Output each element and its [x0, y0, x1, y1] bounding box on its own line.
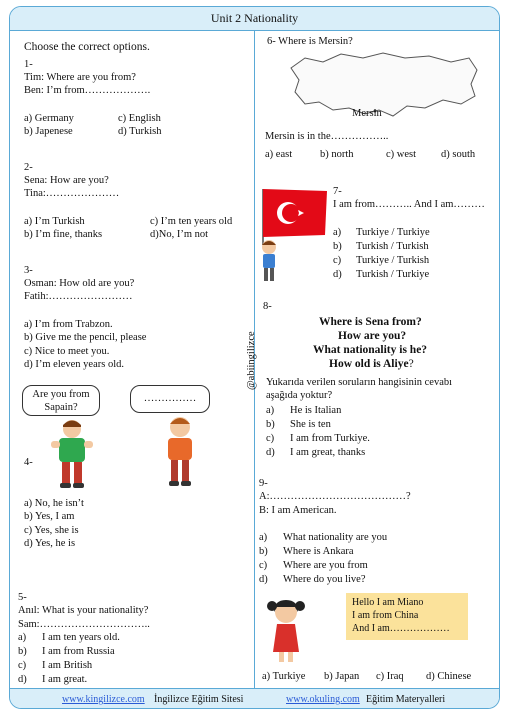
- q8-option-d[interactable]: I am great, thanks: [290, 447, 366, 458]
- speech-line1: Hello I am Miano: [352, 597, 424, 608]
- page-title: Unit 2 Nationality: [210, 11, 299, 25]
- q8-option-d-letter[interactable]: d): [266, 447, 275, 458]
- q10-option-a[interactable]: a) Turkiye: [262, 671, 306, 682]
- q9-option-b[interactable]: Where is Ankara: [283, 546, 354, 557]
- turkish-flag-kid-illustration: [257, 185, 329, 285]
- q8-heading-2: How are you?: [338, 330, 407, 342]
- footer-bar: [10, 688, 499, 708]
- q7-option-a[interactable]: Turkiye / Turkiye: [356, 227, 430, 238]
- boy-orange-shirt-illustration: [157, 414, 203, 488]
- q6-option-b[interactable]: b) north: [320, 149, 354, 160]
- q2-option-a[interactable]: a) I’m Turkish: [24, 216, 85, 227]
- q1-option-c[interactable]: c) English: [118, 113, 161, 124]
- speech-line2: I am from China: [352, 610, 419, 621]
- q3-line1: Osman: How old are you?: [24, 278, 135, 289]
- q5-option-a[interactable]: I am ten years old.: [42, 632, 120, 643]
- q2-number: 2-: [24, 162, 33, 173]
- q8-option-a[interactable]: He is Italian: [290, 405, 342, 416]
- q9-option-a[interactable]: What nationality are you: [283, 532, 388, 543]
- q6-number: 6- Where is Mersin?: [267, 36, 353, 47]
- q7-option-a-letter[interactable]: a): [333, 227, 342, 238]
- q5-line2: Sam:…………………………..: [18, 619, 150, 630]
- q3-option-d[interactable]: d) I’m eleven years old.: [24, 359, 125, 370]
- q3-option-b[interactable]: b) Give me the pencil, please: [24, 332, 147, 343]
- q5-option-d-letter[interactable]: d): [18, 674, 27, 685]
- q4-option-b[interactable]: b) Yes, I am: [24, 511, 75, 522]
- q1-option-b[interactable]: b) Japenese: [24, 126, 73, 137]
- footer-link-okuling[interactable]: www.okuling.com: [286, 694, 360, 705]
- q3-option-a[interactable]: a) I’m from Trabzon.: [24, 319, 113, 330]
- turkey-map-illustration: [283, 48, 483, 123]
- q8-heading-4-mark: ?: [408, 358, 414, 370]
- q7-option-c-letter[interactable]: c): [333, 255, 342, 266]
- q7-line1: I am from……….. And I am………: [333, 199, 485, 210]
- q8-line1: Yukarıda verilen soruların hangisinin cevabı: [266, 377, 453, 388]
- q6-option-c[interactable]: c) west: [386, 149, 417, 160]
- q6-line1: Mersin is in the……………..: [265, 131, 389, 142]
- watermark-text: @abiingilizce: [246, 331, 257, 390]
- q7-option-d-letter[interactable]: d): [333, 269, 342, 280]
- speech-bubble-left: [22, 385, 100, 416]
- footer-link-kingilizce[interactable]: www.kingilizce.com: [62, 694, 145, 705]
- q8-heading-1: Where is Sena from?: [319, 316, 422, 328]
- q8-number: 8-: [263, 301, 272, 312]
- q2-option-b[interactable]: b) I’m fine, thanks: [24, 229, 103, 240]
- q8-option-c[interactable]: I am from Turkiye.: [290, 433, 370, 444]
- q1-option-a[interactable]: a) Germany: [24, 113, 74, 124]
- q5-number: 5-: [18, 592, 27, 603]
- q9-line2: B: I am American.: [259, 505, 337, 516]
- q5-option-c-letter[interactable]: c): [18, 660, 27, 671]
- footer-text-1: İngilizce Eğitim Sitesi: [154, 694, 244, 705]
- q3-option-c[interactable]: c) Nice to meet you.: [24, 346, 110, 357]
- q5-option-b[interactable]: I am from Russia: [42, 646, 115, 657]
- boy-green-shirt-illustration: [42, 418, 102, 490]
- speech-box-miano: [346, 593, 468, 640]
- q4-option-d[interactable]: d) Yes, he is: [24, 538, 76, 549]
- q9-option-c-letter[interactable]: c): [259, 560, 268, 571]
- q2-option-c[interactable]: c) I’m ten years old: [150, 216, 233, 227]
- q8-option-a-letter[interactable]: a): [266, 405, 275, 416]
- q8-heading-3: What nationality is he?: [313, 344, 428, 356]
- q9-option-b-letter[interactable]: b): [259, 546, 268, 557]
- q3-number: 3-: [24, 265, 33, 276]
- q9-option-d[interactable]: Where do you live?: [283, 574, 366, 585]
- q2-line2: Tina:…………………: [24, 188, 120, 199]
- title-bar: [10, 7, 499, 31]
- q5-line1: Anıl: What is your nationality?: [18, 605, 149, 616]
- q8-line2: aşağıda yoktur?: [266, 390, 333, 401]
- q4-option-c[interactable]: c) Yes, she is: [24, 525, 79, 536]
- q7-option-b-letter[interactable]: b): [333, 241, 342, 252]
- q10-option-b[interactable]: b) Japan: [324, 671, 360, 682]
- q4-option-a[interactable]: a) No, he isn’t: [24, 498, 84, 509]
- q9-option-d-letter[interactable]: d): [259, 574, 268, 585]
- q8-option-b-letter[interactable]: b): [266, 419, 275, 430]
- q1-line1: Tim: Where are you from?: [24, 72, 136, 83]
- q9-option-a-letter[interactable]: a): [259, 532, 268, 543]
- q4-number: 4-: [24, 457, 33, 468]
- girl-china-illustration: [262, 598, 310, 666]
- q6-option-a[interactable]: a) east: [265, 149, 293, 160]
- q7-option-b[interactable]: Turkish / Turkish: [356, 241, 429, 252]
- footer-text-2: Eğitim Materyalleri: [366, 694, 446, 705]
- q9-number: 9-: [259, 478, 268, 489]
- q2-line1: Sena: How are you?: [24, 175, 109, 186]
- q6-option-d[interactable]: d) south: [441, 149, 476, 160]
- q1-option-d[interactable]: d) Turkish: [118, 126, 162, 137]
- q1-line2: Ben: I’m from……………….: [24, 85, 151, 96]
- q9-option-c[interactable]: Where are you from: [283, 560, 368, 571]
- q1-number: 1-: [24, 59, 33, 70]
- speech-line3: And I am………………: [352, 623, 450, 634]
- q10-option-c[interactable]: c) Iraq: [376, 671, 404, 682]
- q7-number: 7-: [333, 186, 342, 197]
- q5-option-b-letter[interactable]: b): [18, 646, 27, 657]
- q7-option-d[interactable]: Turkish / Turkiye: [356, 269, 430, 280]
- q8-heading-4: [329, 358, 414, 371]
- q9-line1: A:…………………………………?: [259, 491, 411, 502]
- bubble-left-text: Are you from Sapain?: [32, 389, 90, 413]
- q10-option-d[interactable]: d) Chinese: [426, 671, 472, 682]
- instruction: Choose the correct options.: [24, 41, 150, 53]
- q3-line2: Fatih:……………………: [24, 291, 133, 302]
- q5-option-d[interactable]: I am great.: [42, 674, 88, 685]
- q2-option-d[interactable]: d)No, I’m not: [150, 229, 209, 240]
- bubble-right-text: ……………: [143, 393, 197, 404]
- q5-option-c[interactable]: I am British: [42, 660, 93, 671]
- speech-bubble-right: [130, 385, 210, 413]
- q8-option-b[interactable]: She is ten: [290, 419, 331, 430]
- q5-option-a-letter[interactable]: a): [18, 632, 27, 643]
- q8-option-c-letter[interactable]: c): [266, 433, 275, 444]
- map-label-mersin: Mersin: [352, 108, 382, 119]
- q7-option-c[interactable]: Turkiye / Turkish: [356, 255, 430, 266]
- q8-heading-4-text: How old is Aliye: [329, 358, 409, 370]
